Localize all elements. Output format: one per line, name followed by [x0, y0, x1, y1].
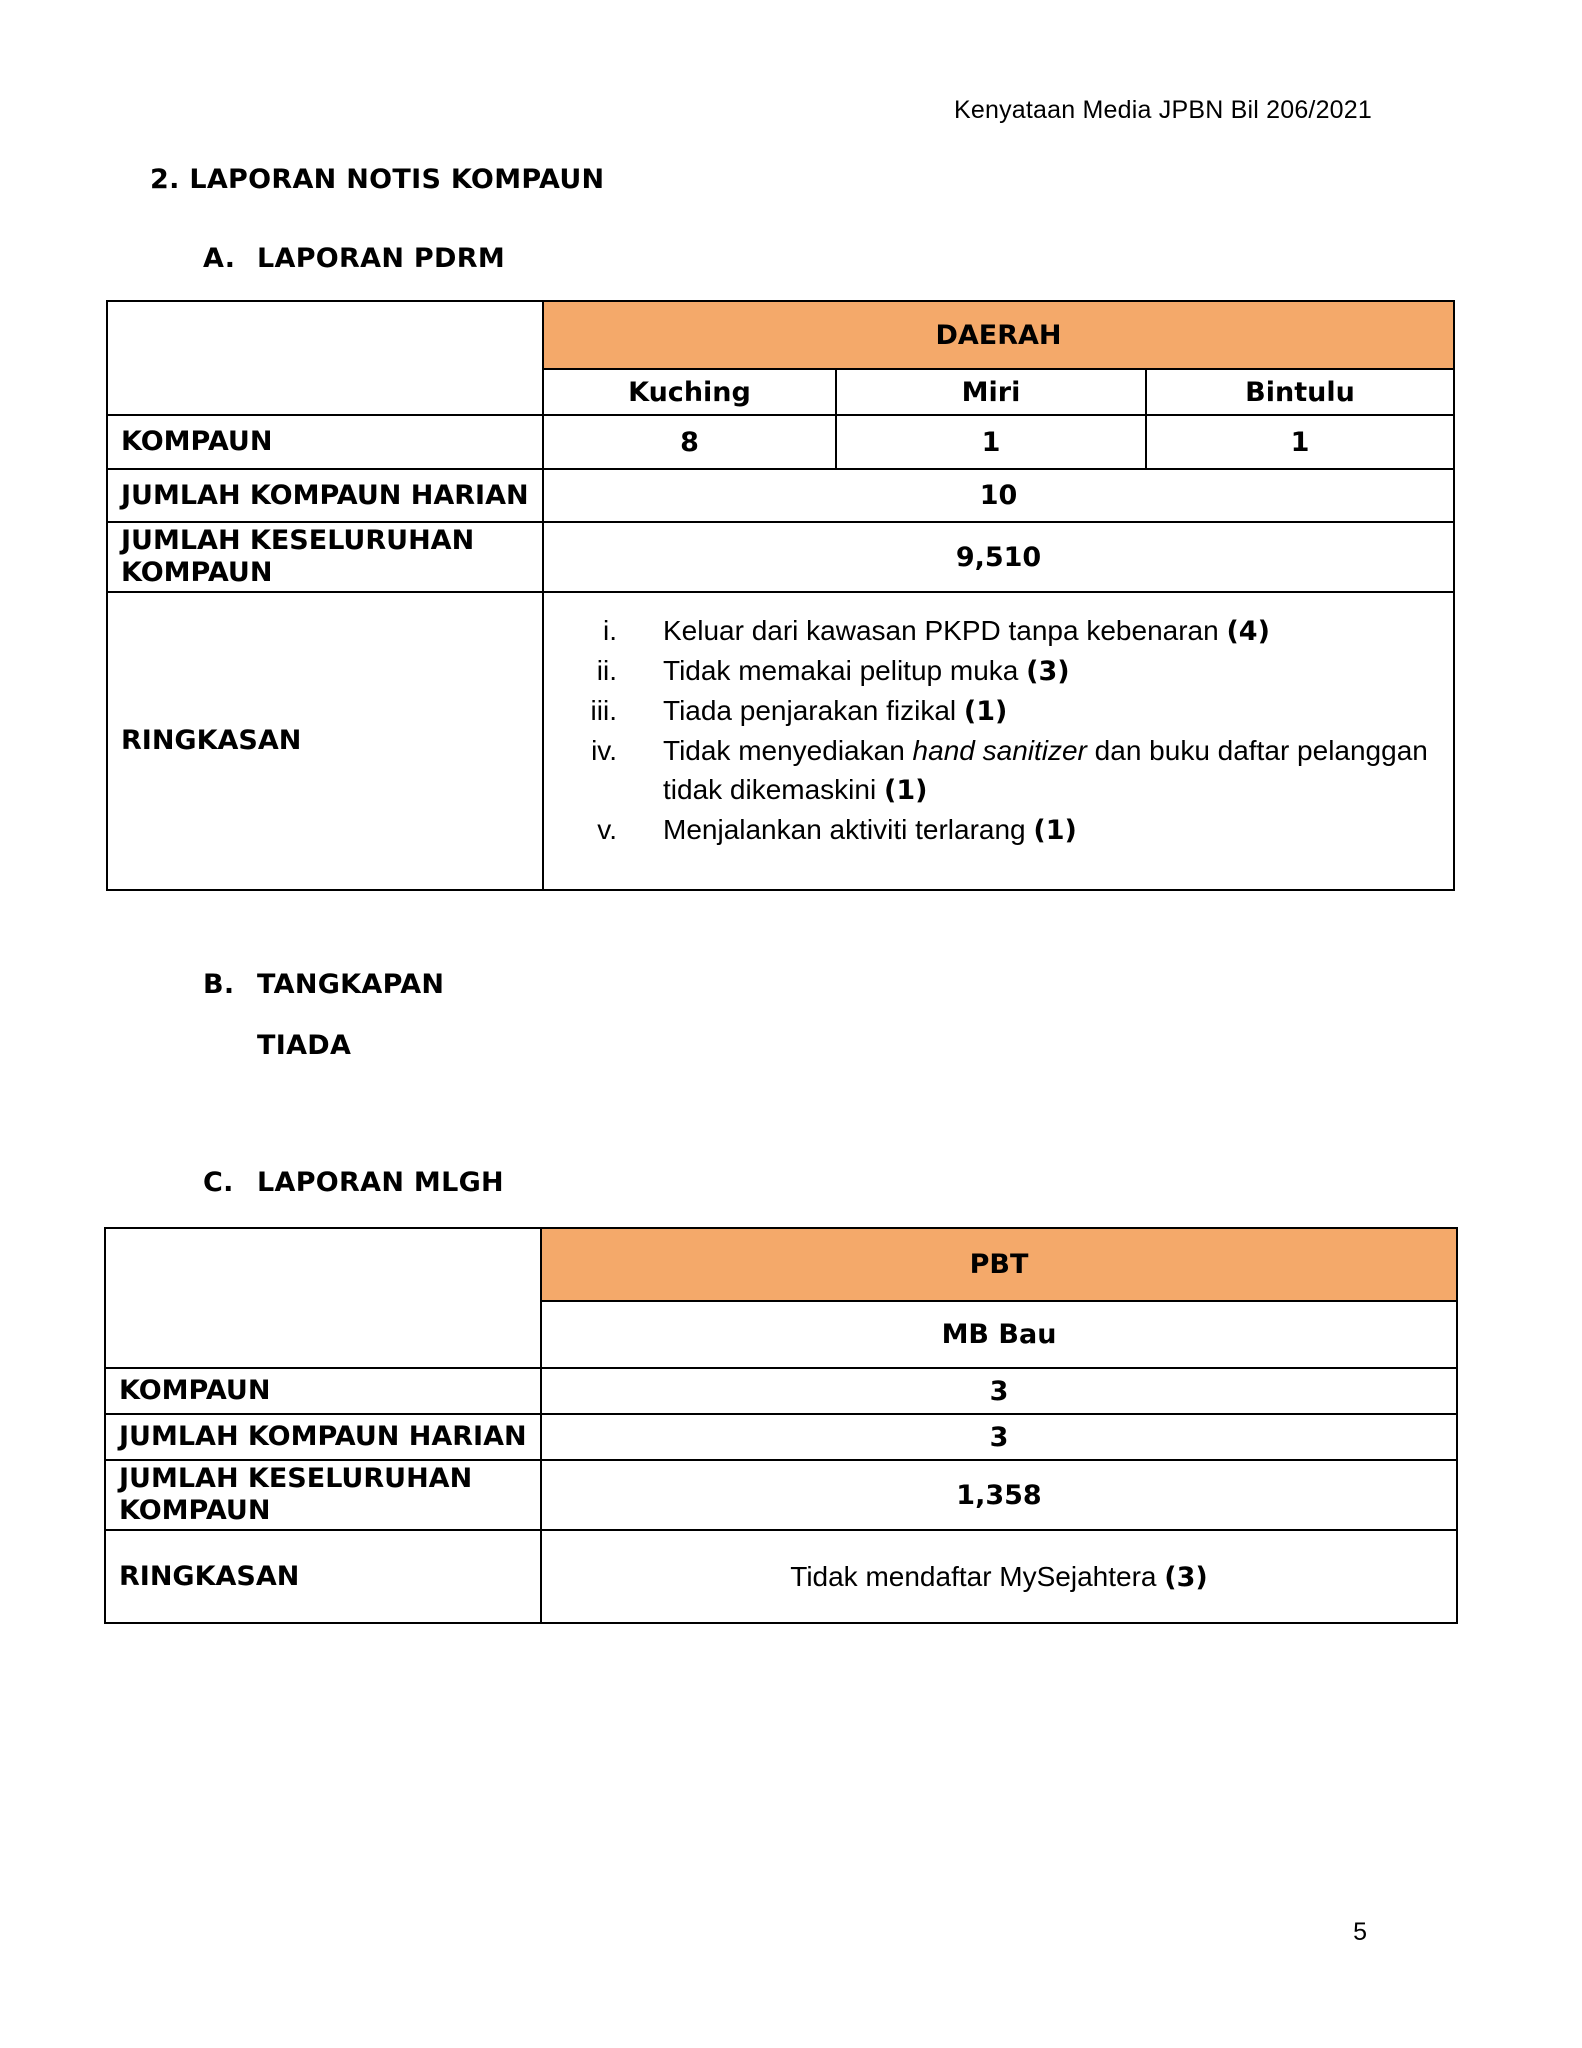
list-numeral: iv.: [591, 735, 617, 766]
mlgh-kompaun-value: 3: [541, 1368, 1457, 1414]
list-item-count: (1): [883, 775, 928, 806]
list-item-text: Menjalankan aktiviti terlarang: [663, 814, 1026, 845]
list-item: [544, 611, 1437, 651]
mlgh-ringkasan-count: (3): [1164, 1561, 1208, 1593]
row-label-jumlah-keseluruhan-line1: JUMLAH KESELURUHAN: [121, 525, 475, 556]
list-item: [544, 651, 1437, 691]
list-numeral: v.: [597, 814, 617, 845]
row-label-jumlah-keseluruhan: [105, 1460, 541, 1530]
list-item-count: (3): [1026, 656, 1070, 687]
district-header-miri: Miri: [836, 369, 1146, 415]
list-item: [544, 731, 1437, 810]
table-row: [105, 1460, 1457, 1530]
mlgh-jumlah-harian-value: 3: [541, 1414, 1457, 1460]
tangkapan-heading-letter: B.: [203, 969, 235, 1000]
mlgh-table: [104, 1227, 1458, 1624]
mlgh-group-header: PBT: [541, 1228, 1457, 1301]
list-item-text-italic: hand sanitizer: [912, 735, 1087, 766]
row-label-jumlah-keseluruhan: [107, 522, 543, 592]
ringkasan-cell: [543, 592, 1454, 890]
pdrm-heading-text: LAPORAN PDRM: [257, 243, 505, 274]
table-row: [105, 1414, 1457, 1460]
ringkasan-list: [544, 593, 1453, 850]
kompaun-value-kuching: 8: [543, 415, 836, 469]
mlgh-heading-letter: C.: [203, 1167, 234, 1198]
pdrm-heading: [203, 243, 505, 274]
row-label-jumlah-keseluruhan-line1: JUMLAH KESELURUHAN: [119, 1463, 473, 1494]
kompaun-value-bintulu: 1: [1146, 415, 1454, 469]
table-row: [107, 415, 1454, 469]
pdrm-table: [106, 300, 1455, 891]
table-row: [105, 1530, 1457, 1623]
list-item-count: (4): [1226, 616, 1270, 647]
list-numeral: iii.: [590, 695, 617, 726]
district-header-bintulu: Bintulu: [1146, 369, 1454, 415]
row-label-kompaun: KOMPAUN: [105, 1368, 541, 1414]
page-number: 5: [1353, 1918, 1367, 1946]
header-reference: Kenyataan Media JPBN Bil 206/2021: [954, 96, 1372, 124]
table-row: [107, 469, 1454, 522]
row-label-jumlah-harian: JUMLAH KOMPAUN HARIAN: [107, 469, 543, 522]
list-item-count: (1): [1033, 815, 1077, 846]
row-label-kompaun: KOMPAUN: [107, 415, 543, 469]
district-header-kuching: Kuching: [543, 369, 836, 415]
list-item: [544, 810, 1437, 850]
row-label-jumlah-harian: JUMLAH KOMPAUN HARIAN: [105, 1414, 541, 1460]
list-item-text-before: Tidak menyediakan: [663, 735, 905, 766]
pdrm-heading-letter: A.: [203, 243, 236, 274]
list-numeral: ii.: [596, 655, 617, 686]
row-label-jumlah-keseluruhan-line2: KOMPAUN: [119, 1495, 271, 1526]
table-row: [105, 1368, 1457, 1414]
mlgh-heading-text: LAPORAN MLGH: [257, 1167, 504, 1198]
jumlah-harian-value: 10: [543, 469, 1454, 522]
list-item-text: Tiada penjarakan fizikal: [663, 695, 957, 726]
list-item-count: (1): [963, 696, 1008, 727]
tangkapan-heading-text: TANGKAPAN: [257, 969, 445, 1000]
authority-header-mb-bau: MB Bau: [541, 1301, 1457, 1368]
row-label-ringkasan: RINGKASAN: [107, 592, 543, 890]
table-row: [107, 522, 1454, 592]
list-numeral: i.: [603, 615, 617, 646]
mlgh-heading: [203, 1167, 504, 1198]
list-item-text-after: dan buku daftar pelanggan tidak dikemaskini: [663, 735, 1428, 805]
row-label-ringkasan: RINGKASAN: [105, 1530, 541, 1623]
mlgh-jumlah-keseluruhan-value: 1,358: [541, 1460, 1457, 1530]
tangkapan-heading: [203, 969, 444, 1000]
mlgh-ringkasan-text: Tidak mendaftar MySejahtera: [790, 1560, 1157, 1592]
tangkapan-value: TIADA: [257, 1030, 352, 1061]
section-title: 2. LAPORAN NOTIS KOMPAUN: [150, 164, 605, 195]
list-item-text: Keluar dari kawasan PKPD tanpa kebenaran: [663, 615, 1219, 646]
pdrm-group-header: DAERAH: [543, 301, 1454, 369]
row-label-jumlah-keseluruhan-line2: KOMPAUN: [121, 557, 273, 588]
kompaun-value-miri: 1: [836, 415, 1146, 469]
mlgh-ringkasan-cell: [541, 1530, 1457, 1623]
list-item-text: Tidak memakai pelitup muka: [663, 655, 1019, 686]
mlgh-table-corner: [105, 1228, 541, 1368]
jumlah-keseluruhan-value: 9,510: [543, 522, 1454, 592]
pdrm-table-corner: [107, 301, 543, 415]
table-row: [107, 592, 1454, 890]
list-item: [544, 691, 1437, 731]
